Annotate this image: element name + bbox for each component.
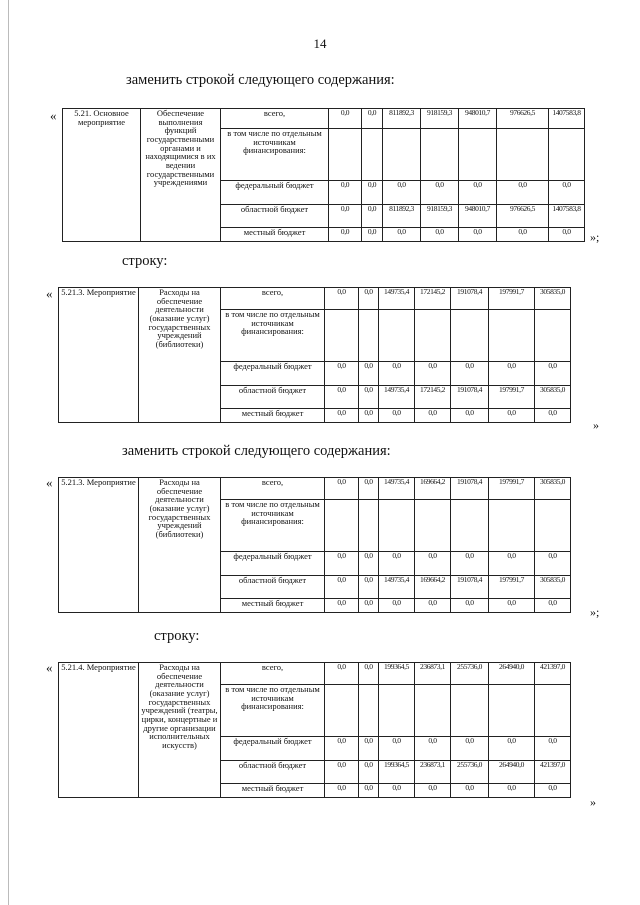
value-cell: 0,0 (451, 362, 489, 386)
value-cell: 0,0 (325, 409, 359, 423)
open-quote: « (46, 660, 53, 675)
value-cell: 0,0 (451, 409, 489, 423)
value-cell: 0,0 (535, 409, 571, 423)
measure-cell: 5.21. Основное мероприятие (63, 109, 141, 242)
value-cell (421, 129, 459, 181)
value-cell: 0,0 (535, 599, 571, 613)
finance-table (58, 287, 571, 423)
value-cell: 149735,4 (379, 576, 415, 599)
value-cell: 305835,0 (535, 478, 571, 500)
value-cell (497, 129, 549, 181)
value-cell: 811892,3 (383, 109, 421, 129)
value-cell (325, 310, 359, 362)
value-cell (379, 500, 415, 552)
value-cell: 191078,4 (451, 288, 489, 310)
value-cell: 0,0 (325, 288, 359, 310)
value-cell (379, 685, 415, 737)
value-cell: 0,0 (362, 228, 383, 242)
value-cell: 0,0 (383, 181, 421, 205)
finance-table (58, 662, 571, 798)
table-row (59, 478, 571, 500)
value-cell: 1407583,8 (549, 109, 585, 129)
value-cell: 0,0 (359, 362, 379, 386)
value-cell: 0,0 (489, 552, 535, 576)
value-cell: 0,0 (415, 552, 451, 576)
value-cell: 0,0 (415, 599, 451, 613)
value-cell: 0,0 (325, 599, 359, 613)
value-cell (359, 685, 379, 737)
description-cell: Расходы на обеспечение деятельности (оказание услуг) государственных учреждений (театры, цирки, концертные и другие организации исполнительных искусств) (139, 663, 221, 798)
value-cell (359, 310, 379, 362)
value-cell (451, 500, 489, 552)
value-cell: 149735,4 (379, 386, 415, 409)
value-cell: 169664,2 (415, 478, 451, 500)
value-cell: 197991,7 (489, 478, 535, 500)
source-label-cell: областной бюджет (221, 386, 325, 409)
value-cell: 255736,0 (451, 663, 489, 685)
source-label-cell: федеральный бюджет (221, 362, 325, 386)
value-cell: 172145,2 (415, 288, 451, 310)
value-cell: 0,0 (359, 576, 379, 599)
value-cell: 0,0 (362, 109, 383, 129)
source-label-cell: областной бюджет (221, 576, 325, 599)
value-cell: 0,0 (451, 552, 489, 576)
close-quote: »; (590, 230, 600, 244)
source-label-cell: всего, (221, 109, 329, 129)
table-row (59, 288, 571, 310)
value-cell: 0,0 (535, 362, 571, 386)
value-cell: 0,0 (489, 784, 535, 798)
source-label-cell: в том числе по отдельным источникам финансирования: (221, 310, 325, 362)
value-cell: 0,0 (359, 288, 379, 310)
value-cell: 0,0 (325, 478, 359, 500)
value-cell: 305835,0 (535, 576, 571, 599)
value-cell: 0,0 (497, 228, 549, 242)
section-heading: заменить строкой следующего содержания: (126, 72, 395, 88)
open-quote: « (46, 286, 53, 301)
open-quote: « (50, 108, 57, 123)
value-cell: 0,0 (459, 228, 497, 242)
source-label-cell: федеральный бюджет (221, 552, 325, 576)
description-cell: Расходы на обеспечение деятельности (оказание услуг) государственных учреждений (библиотеки) (139, 478, 221, 613)
value-cell: 0,0 (379, 737, 415, 761)
value-cell (535, 310, 571, 362)
finance-table-4 (58, 662, 571, 798)
value-cell: 0,0 (329, 205, 362, 228)
value-cell (415, 310, 451, 362)
value-cell: 236873,1 (415, 663, 451, 685)
value-cell (362, 129, 383, 181)
value-cell: 0,0 (379, 599, 415, 613)
value-cell (451, 310, 489, 362)
finance-table-2 (58, 287, 571, 423)
value-cell: 0,0 (451, 599, 489, 613)
source-label-cell: местный бюджет (221, 409, 325, 423)
value-cell: 264940,0 (489, 761, 535, 784)
value-cell: 0,0 (362, 181, 383, 205)
value-cell: 0,0 (325, 386, 359, 409)
value-cell: 0,0 (325, 761, 359, 784)
source-label-cell: всего, (221, 288, 325, 310)
value-cell: 0,0 (325, 784, 359, 798)
value-cell: 0,0 (329, 228, 362, 242)
table-row (63, 109, 585, 129)
value-cell: 0,0 (497, 181, 549, 205)
value-cell: 0,0 (379, 552, 415, 576)
value-cell: 191078,4 (451, 478, 489, 500)
value-cell: 0,0 (359, 386, 379, 409)
value-cell: 976626,5 (497, 205, 549, 228)
value-cell (451, 685, 489, 737)
value-cell: 305835,0 (535, 288, 571, 310)
source-label-cell: областной бюджет (221, 205, 329, 228)
left-margin-line (8, 0, 9, 905)
page-number: 14 (313, 36, 327, 51)
value-cell: 0,0 (415, 737, 451, 761)
section-heading: строку: (122, 253, 168, 269)
value-cell: 0,0 (549, 181, 585, 205)
value-cell (535, 685, 571, 737)
value-cell: 149735,4 (379, 478, 415, 500)
value-cell: 0,0 (421, 181, 459, 205)
value-cell: 0,0 (325, 552, 359, 576)
value-cell: 0,0 (489, 409, 535, 423)
value-cell (489, 500, 535, 552)
value-cell: 976626,5 (497, 109, 549, 129)
description-cell: Обеспечение выполнения функций государственными органами и находящимися в их ведении государственными учреждениями (141, 109, 221, 242)
source-label-cell: в том числе по отдельным источникам финансирования: (221, 500, 325, 552)
finance-table-1 (62, 108, 585, 242)
value-cell: 0,0 (359, 409, 379, 423)
source-label-cell: областной бюджет (221, 761, 325, 784)
section-heading: заменить строкой следующего содержания: (122, 443, 391, 459)
value-cell: 0,0 (383, 228, 421, 242)
value-cell (535, 500, 571, 552)
source-label-cell: всего, (221, 478, 325, 500)
value-cell: 199364,5 (379, 663, 415, 685)
value-cell (325, 500, 359, 552)
value-cell: 918159,3 (421, 109, 459, 129)
value-cell: 236873,1 (415, 761, 451, 784)
value-cell: 0,0 (329, 181, 362, 205)
value-cell: 0,0 (489, 737, 535, 761)
value-cell: 0,0 (359, 761, 379, 784)
value-cell: 0,0 (489, 599, 535, 613)
value-cell (359, 500, 379, 552)
value-cell (379, 310, 415, 362)
value-cell: 0,0 (359, 784, 379, 798)
value-cell: 0,0 (459, 181, 497, 205)
value-cell (329, 129, 362, 181)
value-cell: 421397,0 (535, 761, 571, 784)
value-cell: 197991,7 (489, 386, 535, 409)
value-cell: 0,0 (359, 478, 379, 500)
finance-table-3 (58, 477, 571, 613)
value-cell: 0,0 (359, 737, 379, 761)
value-cell: 0,0 (549, 228, 585, 242)
value-cell: 0,0 (362, 205, 383, 228)
value-cell (489, 685, 535, 737)
table-row (59, 663, 571, 685)
value-cell: 948010,7 (459, 205, 497, 228)
source-label-cell: федеральный бюджет (221, 181, 329, 205)
value-cell: 0,0 (359, 599, 379, 613)
source-label-cell: местный бюджет (221, 784, 325, 798)
value-cell: 0,0 (415, 784, 451, 798)
close-quote: »; (590, 605, 600, 619)
value-cell: 0,0 (379, 409, 415, 423)
value-cell: 197991,7 (489, 576, 535, 599)
description-cell: Расходы на обеспечение деятельности (оказание услуг) государственных учреждений (библиотеки) (139, 288, 221, 423)
value-cell: 0,0 (325, 576, 359, 599)
value-cell: 0,0 (359, 663, 379, 685)
value-cell: 0,0 (421, 228, 459, 242)
measure-cell: 5.21.4. Мероприятие (59, 663, 139, 798)
measure-cell: 5.21.3. Мероприятие (59, 478, 139, 613)
open-quote: « (46, 475, 53, 490)
value-cell: 305835,0 (535, 386, 571, 409)
source-label-cell: в том числе по отдельным источникам финансирования: (221, 129, 329, 181)
value-cell: 0,0 (325, 737, 359, 761)
close-quote: » (593, 418, 599, 432)
measure-cell: 5.21.3. Мероприятие (59, 288, 139, 423)
value-cell (549, 129, 585, 181)
value-cell: 0,0 (325, 362, 359, 386)
value-cell: 197991,7 (489, 288, 535, 310)
source-label-cell: федеральный бюджет (221, 737, 325, 761)
finance-table (58, 477, 571, 613)
value-cell: 199364,5 (379, 761, 415, 784)
value-cell: 264940,0 (489, 663, 535, 685)
value-cell (489, 310, 535, 362)
value-cell: 918159,3 (421, 205, 459, 228)
value-cell: 0,0 (359, 552, 379, 576)
value-cell (415, 685, 451, 737)
value-cell: 0,0 (379, 362, 415, 386)
value-cell: 0,0 (379, 784, 415, 798)
value-cell: 0,0 (415, 409, 451, 423)
value-cell: 0,0 (451, 784, 489, 798)
value-cell: 169664,2 (415, 576, 451, 599)
value-cell: 0,0 (535, 737, 571, 761)
value-cell (459, 129, 497, 181)
value-cell: 1407583,8 (549, 205, 585, 228)
value-cell: 0,0 (489, 362, 535, 386)
value-cell: 191078,4 (451, 576, 489, 599)
source-label-cell: в том числе по отдельным источникам финансирования: (221, 685, 325, 737)
value-cell: 191078,4 (451, 386, 489, 409)
value-cell: 421397,0 (535, 663, 571, 685)
value-cell (325, 685, 359, 737)
value-cell: 172145,2 (415, 386, 451, 409)
value-cell: 149735,4 (379, 288, 415, 310)
value-cell: 0,0 (415, 362, 451, 386)
value-cell: 255736,0 (451, 761, 489, 784)
section-heading: строку: (154, 628, 200, 644)
value-cell: 0,0 (451, 737, 489, 761)
value-cell (383, 129, 421, 181)
value-cell: 811892,3 (383, 205, 421, 228)
value-cell: 0,0 (535, 552, 571, 576)
source-label-cell: всего, (221, 663, 325, 685)
value-cell: 0,0 (325, 663, 359, 685)
source-label-cell: местный бюджет (221, 599, 325, 613)
finance-table (62, 108, 585, 242)
value-cell: 0,0 (535, 784, 571, 798)
value-cell: 948010,7 (459, 109, 497, 129)
value-cell: 0,0 (329, 109, 362, 129)
close-quote: » (590, 795, 596, 809)
source-label-cell: местный бюджет (221, 228, 329, 242)
value-cell (415, 500, 451, 552)
